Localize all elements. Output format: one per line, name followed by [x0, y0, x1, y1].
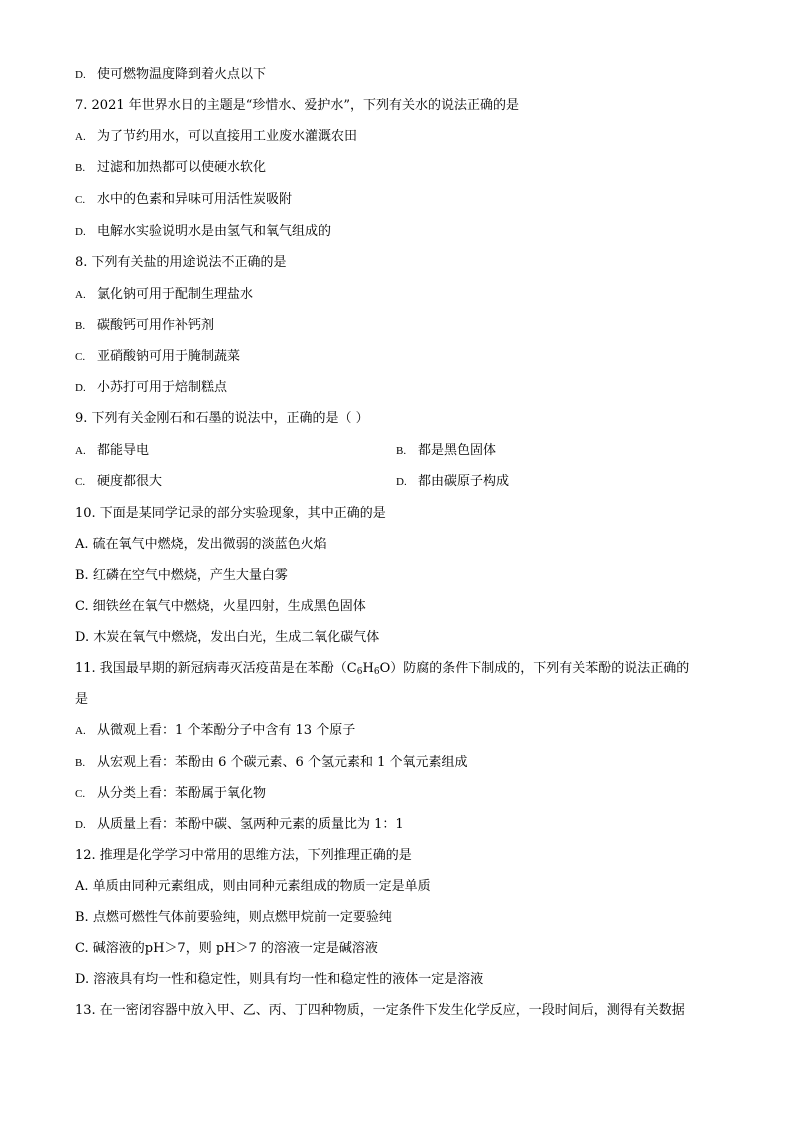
- option-label: D.: [75, 226, 86, 238]
- q11-option-d: [75, 817, 404, 833]
- q9-option-c: [75, 474, 162, 490]
- option-label: B.: [396, 445, 407, 457]
- option-text: 单质由同种元素组成，则由同种元素组成的物质一定是单质: [92, 879, 431, 894]
- q12-stem: 12. 推理是化学学习中常用的思维方法，下列推理正确的是: [75, 848, 412, 863]
- q8-option-c: [75, 349, 240, 365]
- option-text: 都能导电: [97, 443, 150, 458]
- q11-stem-line2: 是: [75, 692, 89, 707]
- option-label: B.: [75, 162, 86, 174]
- option-text: 亚硝酸钠可用于腌制蔬菜: [97, 349, 241, 364]
- q10-option-a: [75, 537, 327, 553]
- option-label: C.: [75, 194, 86, 206]
- q12-option-c: [75, 941, 378, 957]
- option-text: 硫在氧气中燃烧，发出微弱的淡蓝色火焰: [92, 537, 327, 552]
- option-label: C.: [75, 351, 86, 363]
- q11-option-a: [75, 723, 355, 739]
- option-text: 都是黑色固体: [418, 443, 497, 458]
- q12-option-b: [75, 910, 392, 926]
- q11-option-b: [75, 755, 467, 771]
- option-text: 为了节约用水，可以直接用工业废水灌溉农田: [97, 129, 358, 144]
- option-text: 从质量上看：苯酚中碳、氢两种元素的质量比为 1：1: [97, 817, 404, 832]
- q10-stem: 10. 下面是某同学记录的部分实验现象，其中正确的是: [75, 506, 386, 521]
- q8-option-b: [75, 318, 214, 334]
- q8-stem: 8. 下列有关盐的用途说法不正确的是: [75, 255, 287, 270]
- q7-option-d: [75, 224, 331, 240]
- q7-option-c: [75, 192, 292, 208]
- q11-stem: [75, 661, 689, 677]
- q12-option-a: [75, 879, 431, 895]
- option-label: C.: [75, 599, 89, 614]
- q7-stem: 7. 2021 年世界水日的主题是“珍惜水、爱护水”，下列有关水的说法正确的是: [75, 98, 520, 113]
- option-label: C.: [75, 788, 86, 800]
- option-label: D.: [75, 382, 86, 394]
- option-label: B.: [75, 910, 89, 925]
- option-text: 碱溶液的pH＞7，则 pH＞7 的溶液一定是碱溶液: [92, 941, 378, 956]
- q11-stem-part2: O）防腐的条件下制成的，下列有关苯酚的说法正确的: [379, 661, 690, 676]
- option-text: 溶液具有均一性和稳定性，则具有均一性和稳定性的液体一定是溶液: [93, 972, 484, 987]
- option-text: 从微观上看：1 个苯酚分子中含有 13 个原子: [97, 723, 356, 738]
- option-label: A.: [75, 289, 86, 301]
- q9-option-a: [75, 443, 149, 459]
- option-label: B.: [75, 757, 86, 769]
- q9-stem: 9. 下列有关金刚石和石墨的说法中，正确的是（ ）: [75, 411, 369, 426]
- q8-option-d: [75, 380, 227, 396]
- option-text: 过滤和加热都可以使硬水软化: [97, 160, 267, 175]
- option-text: 木炭在氧气中燃烧，发出白光，生成二氧化碳气体: [93, 630, 380, 645]
- option-label: A.: [75, 131, 86, 143]
- q7-option-b: [75, 160, 266, 176]
- option-label: B.: [75, 568, 89, 583]
- q11-stem-part1: 11. 我国最早期的新冠病毒灭活疫苗是在苯酚（C: [75, 661, 357, 676]
- option-label: C.: [75, 941, 89, 956]
- q13-stem: 13. 在一密闭容器中放入甲、乙、丙、丁四种物质，一定条件下发生化学反应，一段时间后，测得有关数据: [75, 1003, 685, 1018]
- option-text: 电解水实验说明水是由氢气和氧气组成的: [97, 224, 332, 239]
- q11-stem-mid: H: [362, 661, 374, 676]
- option-label: A.: [75, 537, 89, 552]
- option-text: 红磷在空气中燃烧，产生大量白雾: [92, 568, 288, 583]
- option-text: 水中的色素和异味可用活性炭吸附: [97, 192, 293, 207]
- option-text: 点燃可燃性气体前要验纯，则点燃甲烷前一定要验纯: [92, 910, 392, 925]
- q7-option-a: [75, 129, 357, 145]
- q8-option-a: [75, 287, 253, 303]
- option-text: 从分类上看：苯酚属于氧化物: [97, 786, 267, 801]
- option-label: D.: [75, 630, 90, 645]
- option-label: C.: [75, 476, 86, 488]
- option-text: 氯化钠可用于配制生理盐水: [97, 287, 254, 302]
- q9-option-b: [396, 443, 496, 459]
- q9-option-d: [396, 474, 509, 490]
- option-label: D.: [75, 819, 86, 831]
- option-label: D.: [75, 972, 90, 987]
- q12-option-d: [75, 972, 483, 988]
- subscript: 6: [373, 667, 380, 677]
- option-text: 从宏观上看：苯酚由 6 个碳元素、6 个氢元素和 1 个氧元素组成: [97, 755, 468, 770]
- q10-option-c: [75, 599, 366, 615]
- option-label: B.: [75, 320, 86, 332]
- option-text: 细铁丝在氧气中燃烧，火星四射，生成黑色固体: [92, 599, 366, 614]
- option-text: 都由碳原子构成: [418, 474, 510, 489]
- option-label: A.: [75, 445, 86, 457]
- q10-option-b: [75, 568, 288, 584]
- subscript: 6: [356, 667, 363, 677]
- option-text: 碳酸钙可用作补钙剂: [97, 318, 215, 333]
- option-label: D.: [396, 476, 407, 488]
- option-label: D.: [75, 69, 86, 81]
- option-text: 使可燃物温度降到着火点以下: [97, 67, 267, 82]
- q10-option-d: [75, 630, 379, 646]
- option-label: A.: [75, 879, 89, 894]
- q6-option-d: [75, 67, 266, 83]
- option-text: 小苏打可用于焙制糕点: [97, 380, 228, 395]
- option-label: A.: [75, 725, 86, 737]
- q11-option-c: [75, 786, 266, 802]
- option-text: 硬度都很大: [97, 474, 163, 489]
